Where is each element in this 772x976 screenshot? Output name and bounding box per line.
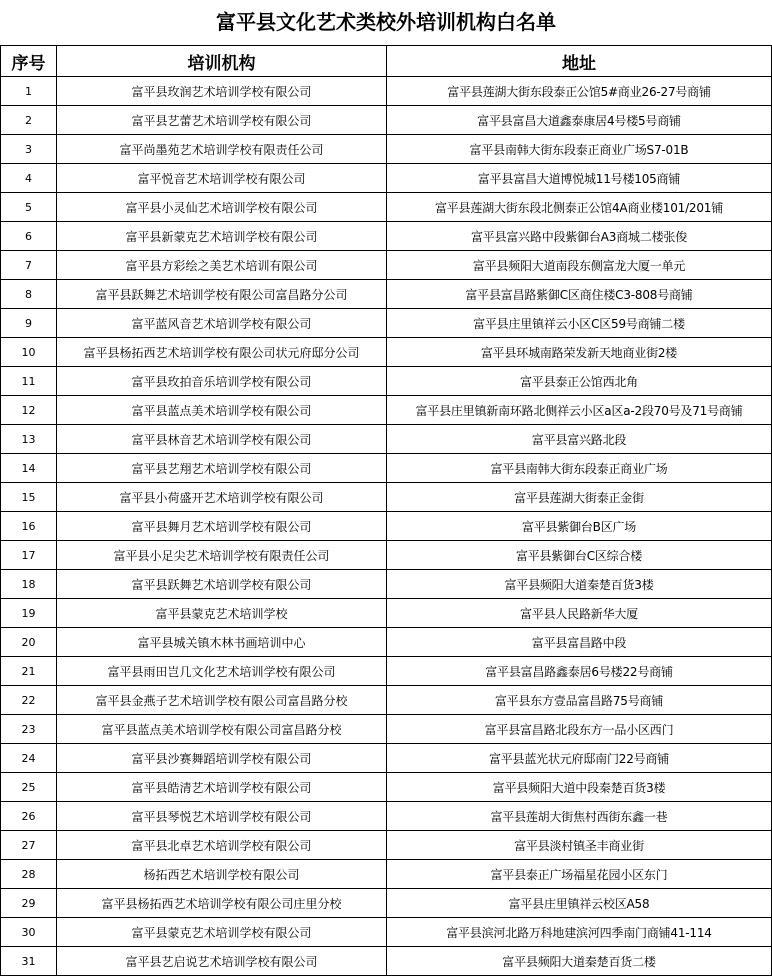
row-org-cell: 富平县新蒙克艺术培训学校有限公司 [57, 222, 387, 251]
row-org-cell: 富平县蓝点美术培训学校有限公司 [57, 396, 387, 425]
table-row [1, 164, 772, 193]
table-row [1, 570, 772, 599]
table-row [1, 628, 772, 657]
row-addr-cell: 富平县东方壹品富昌路75号商铺 [387, 686, 772, 715]
table-row [1, 773, 772, 802]
row-org-cell: 富平县艺翔艺术培训学校有限公司 [57, 454, 387, 483]
row-addr-cell: 富平县紫御台C区综合楼 [387, 541, 772, 570]
row-org-cell: 富平县跃舞艺术培训学校有限公司富昌路分公司 [57, 280, 387, 309]
table-row [1, 918, 772, 947]
row-addr-cell: 富平县富昌大道博悦城11号楼105商铺 [387, 164, 772, 193]
row-org-cell: 富平尚墨苑艺术培训学校有限责任公司 [57, 135, 387, 164]
row-index-cell: 16 [1, 512, 57, 541]
row-org-cell: 富平悦音艺术培训学校有限公司 [57, 164, 387, 193]
row-addr-cell: 富平县莲湖大街东段泰正公馆5#商业26-27号商铺 [387, 77, 772, 106]
row-index-cell: 20 [1, 628, 57, 657]
row-addr-cell: 富平县庄里镇祥云小区C区59号商铺二楼 [387, 309, 772, 338]
row-index-cell: 10 [1, 338, 57, 367]
row-index-cell: 28 [1, 860, 57, 889]
table-row [1, 860, 772, 889]
row-index-cell: 2 [1, 106, 57, 135]
row-org-cell: 富平县跃舞艺术培训学校有限公司 [57, 570, 387, 599]
row-org-cell: 富平县雨田岂几文化艺术培训学校有限公司 [57, 657, 387, 686]
row-addr-cell: 富平县频阳大道中段秦楚百货3楼 [387, 773, 772, 802]
row-org-cell: 杨拓西艺术培训学校有限公司 [57, 860, 387, 889]
row-addr-cell: 富平县庄里镇新南环路北侧祥云小区a区a-2段70号及71号商铺 [387, 396, 772, 425]
row-addr-cell: 富平县富昌路北段东方一品小区西门 [387, 715, 772, 744]
row-index-cell: 30 [1, 918, 57, 947]
row-org-cell: 富平县蓝点美术培训学校有限公司富昌路分校 [57, 715, 387, 744]
column-header-index: 序号 [1, 46, 57, 77]
table-row [1, 338, 772, 367]
row-addr-cell: 富平县频阳大道南段东侧富龙大厦一单元 [387, 251, 772, 280]
row-org-cell: 富平县蒙克艺术培训学校有限公司 [57, 918, 387, 947]
row-index-cell: 15 [1, 483, 57, 512]
row-org-cell: 富平县蒙克艺术培训学校 [57, 599, 387, 628]
table-row [1, 251, 772, 280]
table-row [1, 222, 772, 251]
row-org-cell: 富平县艺蕾艺术培训学校有限公司 [57, 106, 387, 135]
row-org-cell: 富平县金燕子艺术培训学校有限公司富昌路分校 [57, 686, 387, 715]
row-index-cell: 21 [1, 657, 57, 686]
row-addr-cell: 富平县富昌路鑫泰居6号楼22号商铺 [387, 657, 772, 686]
row-addr-cell: 富平县富昌大道鑫泰康居4号楼5号商铺 [387, 106, 772, 135]
row-addr-cell: 富平县泰正公馆西北角 [387, 367, 772, 396]
table-row [1, 831, 772, 860]
row-index-cell: 25 [1, 773, 57, 802]
row-addr-cell: 富平县泰正广场福星花园小区东门 [387, 860, 772, 889]
row-index-cell: 24 [1, 744, 57, 773]
row-addr-cell: 富平县富昌路中段 [387, 628, 772, 657]
row-addr-cell: 富平县蓝光状元府邸南门22号商铺 [387, 744, 772, 773]
row-index-cell: 18 [1, 570, 57, 599]
row-org-cell: 富平县方彩绘之美艺术培训有限公司 [57, 251, 387, 280]
row-index-cell: 6 [1, 222, 57, 251]
table-row [1, 512, 772, 541]
column-header-org: 培训机构 [57, 46, 387, 77]
row-index-cell: 5 [1, 193, 57, 222]
row-org-cell: 富平县玫润艺术培训学校有限公司 [57, 77, 387, 106]
row-index-cell: 4 [1, 164, 57, 193]
table-header-row [1, 46, 772, 77]
table-row [1, 686, 772, 715]
row-org-cell: 富平县小灵仙艺术培训学校有限公司 [57, 193, 387, 222]
table-row [1, 744, 772, 773]
row-org-cell: 富平县杨拓西艺术培训学校有限公司状元府邸分公司 [57, 338, 387, 367]
table-row [1, 280, 772, 309]
row-addr-cell: 富平县南韩大街东段泰正商业广场 [387, 454, 772, 483]
row-org-cell: 富平县小荷盛开艺术培训学校有限公司 [57, 483, 387, 512]
row-index-cell: 9 [1, 309, 57, 338]
table-row [1, 947, 772, 976]
table-row [1, 454, 772, 483]
row-addr-cell: 富平县环城南路荣发新天地商业街2楼 [387, 338, 772, 367]
row-index-cell: 8 [1, 280, 57, 309]
table-row [1, 106, 772, 135]
row-index-cell: 17 [1, 541, 57, 570]
table-row [1, 541, 772, 570]
row-org-cell: 富平县艺启说艺术培训学校有限公司 [57, 947, 387, 976]
row-org-cell: 富平县北卓艺术培训学校有限公司 [57, 831, 387, 860]
row-addr-cell: 富平县庄里镇祥云校区A58 [387, 889, 772, 918]
table-row [1, 483, 772, 512]
table-row [1, 425, 772, 454]
row-index-cell: 11 [1, 367, 57, 396]
row-org-cell: 富平县沙赛舞蹈培训学校有限公司 [57, 744, 387, 773]
table-row [1, 309, 772, 338]
row-index-cell: 12 [1, 396, 57, 425]
table-row [1, 77, 772, 106]
row-org-cell: 富平蓝风音艺术培训学校有限公司 [57, 309, 387, 338]
table-row [1, 396, 772, 425]
table-row [1, 193, 772, 222]
table-row [1, 135, 772, 164]
table-row [1, 802, 772, 831]
table-row [1, 657, 772, 686]
row-org-cell: 富平县杨拓西艺术培训学校有限公司庄里分校 [57, 889, 387, 918]
row-index-cell: 14 [1, 454, 57, 483]
table-row [1, 367, 772, 396]
row-org-cell: 富平县玫拍音乐培训学校有限公司 [57, 367, 387, 396]
row-index-cell: 7 [1, 251, 57, 280]
row-index-cell: 3 [1, 135, 57, 164]
row-index-cell: 19 [1, 599, 57, 628]
row-index-cell: 23 [1, 715, 57, 744]
row-addr-cell: 富平县淡村镇圣丰商业街 [387, 831, 772, 860]
row-addr-cell: 富平县莲湖大街东段北侧泰正公馆4A商业楼101/201铺 [387, 193, 772, 222]
row-index-cell: 27 [1, 831, 57, 860]
row-addr-cell: 富平县莲湖大街泰正金街 [387, 483, 772, 512]
row-addr-cell: 富平县富兴路中段紫御台A3商城二楼张俊 [387, 222, 772, 251]
row-index-cell: 29 [1, 889, 57, 918]
row-addr-cell: 富平县滨河北路万科地建滨河四季南门商铺41-114 [387, 918, 772, 947]
column-header-addr: 地址 [387, 46, 772, 77]
table-row [1, 715, 772, 744]
table-row [1, 599, 772, 628]
row-addr-cell: 富平县南韩大街东段泰正商业广场S7-01B [387, 135, 772, 164]
row-addr-cell: 富平县富兴路北段 [387, 425, 772, 454]
row-addr-cell: 富平县紫御台B区广场 [387, 512, 772, 541]
row-addr-cell: 富平县人民路新华大厦 [387, 599, 772, 628]
row-addr-cell: 富平县频阳大道秦楚百货二楼 [387, 947, 772, 976]
row-org-cell: 富平县小足尖艺术培训学校有限责任公司 [57, 541, 387, 570]
row-index-cell: 1 [1, 77, 57, 106]
row-org-cell: 富平县城关镇木林书画培训中心 [57, 628, 387, 657]
row-index-cell: 13 [1, 425, 57, 454]
row-addr-cell: 富平县莲胡大街焦村西街东鑫一巷 [387, 802, 772, 831]
row-index-cell: 31 [1, 947, 57, 976]
row-index-cell: 26 [1, 802, 57, 831]
whitelist-table [0, 45, 772, 976]
row-addr-cell: 富平县频阳大道秦楚百货3楼 [387, 570, 772, 599]
row-org-cell: 富平县琴悦艺术培训学校有限公司 [57, 802, 387, 831]
row-addr-cell: 富平县富昌路紫御C区商住楼C3-808号商铺 [387, 280, 772, 309]
table-row [1, 889, 772, 918]
row-org-cell: 富平县林音艺术培训学校有限公司 [57, 425, 387, 454]
row-org-cell: 富平县皓清艺术培训学校有限公司 [57, 773, 387, 802]
row-org-cell: 富平县舞月艺术培训学校有限公司 [57, 512, 387, 541]
page-title: 富平县文化艺术类校外培训机构白名单 [216, 10, 556, 34]
row-index-cell: 22 [1, 686, 57, 715]
